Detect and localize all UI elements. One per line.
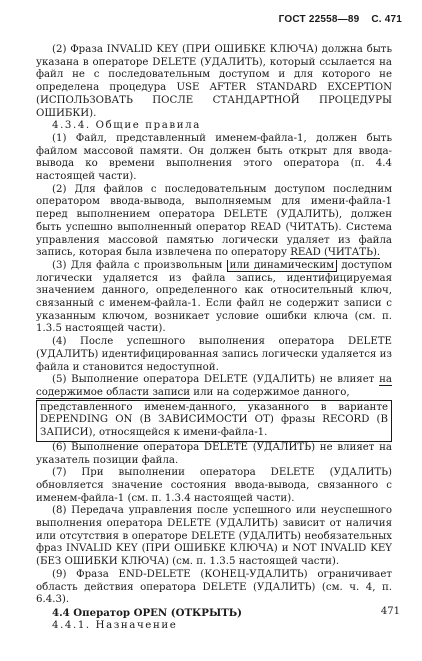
rule-4: (4) После успешного выполнения оператора DELETE (УДАЛИТЬ) идентифицированная запись логически удаляется из файла и становится недоступной. bbox=[36, 336, 392, 373]
section-heading-open: 4.4 Оператор OPEN (ОТКРЫТЬ) bbox=[52, 606, 242, 619]
body-text bbox=[36, 44, 392, 632]
rule-3: (3) Для файла с произвольным или динамическим доступом логически удаляется из файла запись, идентифицируемая значением данного, определенного как относительный ключ, связанный с именем-файла-1. Если файл не содержит записи с указанным ключом, возникает условие ошибки ключа (см. п. 1.3.5 настоящей части). bbox=[36, 259, 392, 335]
rule-2: (2) Для файлов с последовательным доступом последним оператором ввода-вывода, выполняемым для имени-файла-1 перед выполнением оператора DELETE (УДАЛИТЬ), должен быть успешно выполненный оператор READ (ЧИТАТЬ). Система управления массовой памятью логически удаляет из файла запись, которая была извлечена по оператору READ (ЧИТАТЬ). bbox=[36, 183, 392, 259]
inserted-text-box: или динамическим bbox=[227, 260, 338, 272]
rule-8: (8) Передача управления после успешного или неуспешного выполнения оператора DELETE (УДАЛИТЬ) зависит от наличия или отсутствия в операторе DELETE (УДАЛИТЬ) необязательных фраз INVALID KEY (ПРИ ОШИБКЕ КЛЮЧА) и NOT INVALID KEY (БЕЗ ОШИБКИ КЛЮЧА) (см. п. 1.3.5 настоящей части). bbox=[36, 505, 392, 568]
section-heading-general-rules: 4.3.4. Общие правила bbox=[52, 120, 201, 132]
rule-1: (1) Файл, представленный именем-файла-1, должен быть файлом массовой памяти. Он должен быть открыт для ввода-вывода ко времени выполнения этого оператора (п. 4.4 настоящей части). bbox=[36, 132, 392, 183]
rule-5: (5) Выполнение оператора DELETE (УДАЛИТЬ) не влияет на содержимое области записи или на содержимое данного, bbox=[36, 374, 392, 398]
rule-9: (9) Фраза END-DELETE (КОНЕЦ-УДАЛИТЬ) ограничивает область действия оператора DELETE (УДАЛИТЬ) (см. ч. 4, п. 6.4.3). bbox=[36, 568, 392, 606]
page-number: 471 bbox=[380, 606, 400, 617]
paragraph-invalid-key: (2) Фраза INVALID KEY (ПРИ ОШИБКЕ КЛЮЧА) должна быть указана в операторе DELETE (УДАЛИТЬ), который ссылается на файл не с последовательным доступом и для которого не определена процедура USE AFTER STANDARD EXCEPTION (ИСПОЛЬЗОВАТЬ ПОСЛЕ СТАНДАРТНОЙ ПРОЦЕДУРЫ ОШИБКИ). bbox=[36, 44, 392, 119]
rule-6: (6) Выполнение оператора DELETE (УДАЛИТЬ) не влияет на указатель позиции файла. bbox=[36, 441, 392, 466]
subsection-heading-purpose: 4.4.1. Назначение bbox=[52, 619, 178, 631]
page-label: С. 471 bbox=[371, 14, 402, 25]
rule-7: (7) При выполнении оператора DELETE (УДАЛИТЬ) обновляется значение состояния ввода-вывода, связанного с именем-файла-1 (см. п. 1.3.4 настоящей части). bbox=[36, 467, 392, 504]
standard-number: ГОСТ 22558—89 bbox=[278, 14, 360, 25]
rule-5-boxed-insert: представленного именем-данного, указанного в варианте DEPENDING ON (В ЗАВИСИМОСТИ ОТ) фразы RECORD (В ЗАПИСИ), относящейся к имени-файла-1. bbox=[36, 400, 392, 442]
page-header bbox=[279, 14, 402, 25]
